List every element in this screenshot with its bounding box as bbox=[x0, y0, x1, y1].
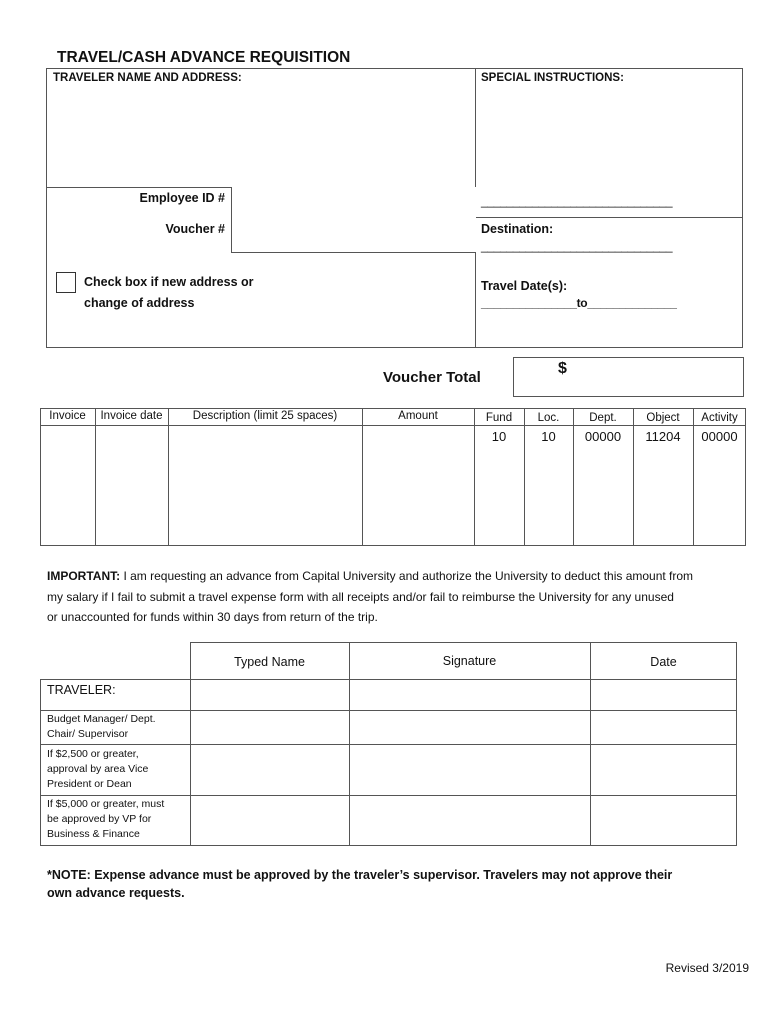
activity-value: 00000 bbox=[701, 429, 738, 444]
vp-finance-typed-name-field[interactable] bbox=[191, 796, 348, 845]
voucher-number-field[interactable] bbox=[231, 219, 476, 253]
table-header-divider bbox=[40, 425, 746, 426]
employee-id-label: Employee ID # bbox=[139, 191, 225, 205]
header-date: Date bbox=[650, 655, 677, 669]
amount-field[interactable] bbox=[363, 430, 473, 544]
traveler-signature-field[interactable] bbox=[350, 680, 589, 709]
loc-value: 10 bbox=[541, 429, 556, 444]
form-title: TRAVEL/CASH ADVANCE REQUISITION bbox=[57, 49, 351, 66]
special-instructions-line: ______________________________ bbox=[481, 194, 673, 208]
checkbox-label-line1: Check box if new address or bbox=[84, 275, 254, 289]
traveler-name-label: TRAVELER NAME AND ADDRESS: bbox=[53, 72, 242, 84]
traveler-name-address-field[interactable] bbox=[53, 90, 468, 182]
traveler-row-label: TRAVELER: bbox=[47, 683, 116, 697]
dollar-sign: $ bbox=[558, 360, 567, 377]
vice-president-row-label: If $2,500 or greater, approval by area Vice President or Dean bbox=[47, 748, 149, 790]
vp-finance-signature-field[interactable] bbox=[350, 796, 589, 845]
header-description: Description (limit 25 spaces) bbox=[192, 410, 338, 422]
manager-date-field[interactable] bbox=[591, 711, 736, 743]
header-loc: Loc. bbox=[537, 412, 560, 424]
header-typed-name: Typed Name bbox=[234, 655, 305, 669]
special-instructions-label: SPECIAL INSTRUCTIONS: bbox=[481, 72, 624, 84]
checkbox-label-line2: change of address bbox=[84, 296, 195, 310]
travel-dates-field[interactable]: _______________to______________ bbox=[481, 296, 677, 310]
manager-signature-field[interactable] bbox=[350, 711, 589, 743]
traveler-date-field[interactable] bbox=[591, 680, 736, 709]
manager-typed-name-field[interactable] bbox=[191, 711, 348, 743]
important-line-1 bbox=[47, 566, 747, 587]
revision-date: Revised 3/2019 bbox=[665, 961, 749, 975]
header-activity: Activity bbox=[701, 412, 738, 424]
fund-value: 10 bbox=[491, 429, 507, 444]
invoice-field[interactable] bbox=[41, 430, 94, 544]
vice-president-typed-name-field[interactable] bbox=[191, 745, 348, 794]
important-line-3: or unaccounted for funds within 30 days from return of the trip. bbox=[47, 610, 378, 624]
employee-id-field[interactable] bbox=[231, 187, 476, 220]
approval-note-line-2: own advance requests. bbox=[47, 886, 185, 900]
vice-president-signature-field[interactable] bbox=[350, 745, 589, 794]
header-dept: Dept. bbox=[589, 412, 617, 424]
header-invoice: Invoice bbox=[49, 410, 86, 422]
budget-manager-row-label: Budget Manager/ Dept. Chair/ Supervisor bbox=[47, 713, 156, 740]
vice-president-date-field[interactable] bbox=[591, 745, 736, 794]
header-signature: Signature bbox=[442, 654, 497, 668]
object-value: 11204 bbox=[645, 429, 681, 444]
important-paragraph bbox=[47, 566, 747, 628]
important-line-2: my salary if I fail to submit a travel expense form with all receipts and/or fail to reimburse the University for any unused bbox=[47, 589, 674, 604]
approval-table-corner bbox=[39, 641, 190, 679]
voucher-total-field[interactable] bbox=[513, 357, 744, 397]
travel-dates-label: Travel Date(s): bbox=[481, 279, 568, 293]
approval-note-line-1: *NOTE: Expense advance must be approved by the traveler’s supervisor. Travelers may not approve their bbox=[47, 868, 673, 882]
special-divider bbox=[475, 217, 743, 218]
dept-value: 00000 bbox=[584, 429, 622, 444]
important-label: IMPORTANT: bbox=[47, 569, 121, 583]
destination-field[interactable]: ______________________________ bbox=[481, 239, 673, 253]
voucher-number-label: Voucher # bbox=[165, 222, 225, 236]
approval-note bbox=[47, 866, 672, 902]
voucher-total-label: Voucher Total bbox=[383, 369, 481, 386]
approval-top-border bbox=[190, 642, 737, 643]
header-object: Object bbox=[646, 412, 680, 424]
vp-finance-row-label: If $5,000 or greater, must be approved by VP for Business & Finance bbox=[47, 798, 165, 840]
header-fund: Fund bbox=[485, 412, 513, 424]
header-invoice-date: Invoice date bbox=[100, 410, 163, 422]
description-field[interactable] bbox=[169, 430, 361, 544]
important-text: I am requesting an advance from Capital University and authorize the University to deduct this amount from bbox=[120, 569, 694, 583]
address-change-checkbox[interactable] bbox=[56, 272, 76, 293]
traveler-typed-name-field[interactable] bbox=[191, 680, 348, 709]
header-amount: Amount bbox=[398, 410, 438, 422]
special-instructions-field[interactable] bbox=[481, 90, 736, 195]
vp-finance-date-field[interactable] bbox=[591, 796, 736, 845]
destination-label: Destination: bbox=[481, 222, 554, 236]
invoice-date-field[interactable] bbox=[96, 430, 167, 544]
